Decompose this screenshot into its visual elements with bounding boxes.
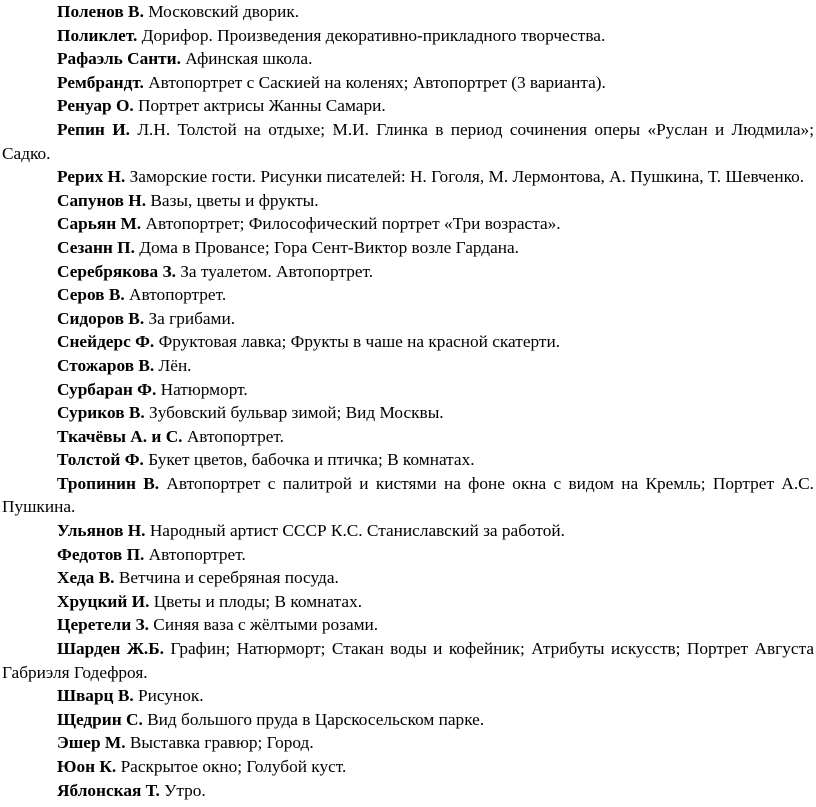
- author-name: Шарден Ж.Б.: [57, 639, 164, 659]
- works-list: Зубовский бульвар зимой; Вид Москвы.: [149, 403, 444, 423]
- author-name: Поленов В.: [57, 2, 144, 21]
- works-list: Автопортрет с Саскией на коленях; Автопортрет (3 варианта).: [148, 72, 606, 92]
- works-list: Раскрытое окно; Голубой куст.: [120, 757, 347, 776]
- author-name: Тропинин В.: [57, 473, 160, 493]
- list-entry: [2, 0, 814, 24]
- list-entry: [2, 24, 814, 48]
- list-entry: [2, 590, 814, 614]
- list-entry: [2, 472, 814, 519]
- works-list: Московский дворик.: [148, 2, 300, 21]
- works-list: Дома в Провансе; Гора Сент-Виктор возле Гардана.: [139, 237, 519, 257]
- author-name: Рафаэль Санти.: [57, 49, 181, 69]
- works-list: Портрет актрисы Жанны Самари.: [138, 96, 386, 116]
- works-list: Выставка гравюр; Город.: [129, 733, 314, 753]
- list-entry: [2, 448, 814, 472]
- list-entry: [2, 47, 814, 71]
- works-list: За туалетом. Автопортрет.: [180, 261, 374, 281]
- works-list: Вазы, цветы и фрукты.: [150, 190, 319, 210]
- list-entry: [2, 189, 814, 213]
- author-name: Шварц В.: [57, 686, 134, 706]
- works-list: Фруктовая лавка; Фрукты в чаше на красной скатерти.: [158, 332, 561, 352]
- author-name: Рембрандт.: [57, 72, 144, 92]
- author-name: Поликлет.: [57, 25, 138, 45]
- list-entry: [2, 260, 814, 284]
- list-entry: [2, 401, 814, 425]
- author-name: Федотов П.: [57, 544, 145, 564]
- list-entry: [2, 708, 814, 732]
- list-entry: [2, 307, 814, 331]
- author-name: Стожаров В.: [57, 355, 155, 375]
- list-entry: [2, 378, 814, 402]
- list-entry: [2, 566, 814, 590]
- list-entry: [2, 283, 814, 307]
- author-name: Юон К.: [57, 757, 117, 776]
- author-name: Ткачёвы А. и С.: [57, 426, 183, 446]
- author-name: Яблонская Т.: [57, 780, 160, 800]
- author-name: Снейдерс Ф.: [57, 332, 155, 352]
- works-list: Автопортрет с палитрой и кистями на фоне окна с видом на Кремль; Портрет А.С. Пушкина.: [2, 473, 814, 517]
- list-entry: [2, 330, 814, 354]
- works-list: Л.Н. Толстой на отдыхе; М.И. Глинка в период сочинения оперы «Руслан и Людмила»; Садко.: [2, 119, 814, 163]
- list-entry: [2, 731, 814, 755]
- author-name: Сезанн П.: [57, 237, 135, 257]
- author-name: Ульянов Н.: [57, 521, 146, 541]
- author-name: Церетели З.: [57, 615, 149, 635]
- list-entry: [2, 236, 814, 260]
- list-entry: [2, 165, 814, 189]
- works-list: Афинская школа.: [185, 49, 313, 69]
- works-list: За грибами.: [148, 308, 236, 328]
- works-list: Автопортрет.: [148, 544, 246, 564]
- list-entry: [2, 118, 814, 165]
- list-entry: [2, 755, 814, 779]
- author-name: Хеда В.: [57, 568, 115, 588]
- works-list: Натюрморт.: [160, 379, 248, 399]
- author-name: Суриков В.: [57, 403, 145, 423]
- works-list: Ветчина и серебряная посуда.: [118, 568, 339, 588]
- author-name: Эшер М.: [57, 733, 126, 753]
- author-name: Сидоров В.: [57, 308, 145, 328]
- works-list: Автопортрет; Философический портрет «Три возраста».: [145, 214, 561, 234]
- author-name: Толстой Ф.: [57, 450, 144, 470]
- works-list: Букет цветов, бабочка и птичка; В комнатах.: [148, 450, 475, 470]
- author-name: Серебрякова З.: [57, 261, 176, 281]
- author-name: Репин И.: [57, 119, 130, 139]
- list-entry: [2, 519, 814, 543]
- list-entry: [2, 425, 814, 449]
- author-name: Рерих Н.: [57, 167, 126, 187]
- author-name: Сапунов Н.: [57, 190, 147, 210]
- list-entry: [2, 613, 814, 637]
- list-entry: [2, 684, 814, 708]
- list-entry: [2, 543, 814, 567]
- works-list: Дорифор. Произведения декоративно-прикладного творчества.: [141, 25, 606, 45]
- works-list: Рисунок.: [138, 686, 204, 706]
- works-list: Утро.: [164, 780, 206, 800]
- works-list: Лён.: [158, 355, 192, 375]
- list-entry: [2, 354, 814, 378]
- list-entry: [2, 779, 814, 803]
- list-entry: [2, 94, 814, 118]
- list-entry: [2, 212, 814, 236]
- works-list: Синяя ваза с жёлтыми розами.: [153, 615, 379, 635]
- works-list: Заморские гости. Рисунки писателей: Н. Гоголя, М. Лермонтова, А. Пушкина, Т. Шевченко.: [129, 167, 805, 187]
- list-entry: [2, 637, 814, 684]
- works-list: Вид большого пруда в Царскосельском парке.: [147, 709, 485, 729]
- author-name: Сурбаран Ф.: [57, 379, 157, 399]
- works-list: Народный артист СССР К.С. Станиславский за работой.: [149, 521, 565, 541]
- works-list: Графин; Натюрморт; Стакан воды и кофейник; Атрибуты искусств; Портрет Августа Габриэля Годефроя.: [2, 639, 815, 682]
- author-name: Серов В.: [57, 285, 125, 305]
- author-name: Щедрин С.: [57, 709, 143, 729]
- author-name: Сарьян М.: [57, 214, 142, 234]
- author-name: Ренуар О.: [57, 96, 134, 116]
- works-list: Автопортрет.: [129, 285, 227, 305]
- works-list: Автопортрет.: [186, 426, 284, 446]
- works-list: Цветы и плоды; В комнатах.: [153, 591, 363, 611]
- author-name: Хруцкий И.: [57, 591, 150, 611]
- list-entry: [2, 71, 814, 95]
